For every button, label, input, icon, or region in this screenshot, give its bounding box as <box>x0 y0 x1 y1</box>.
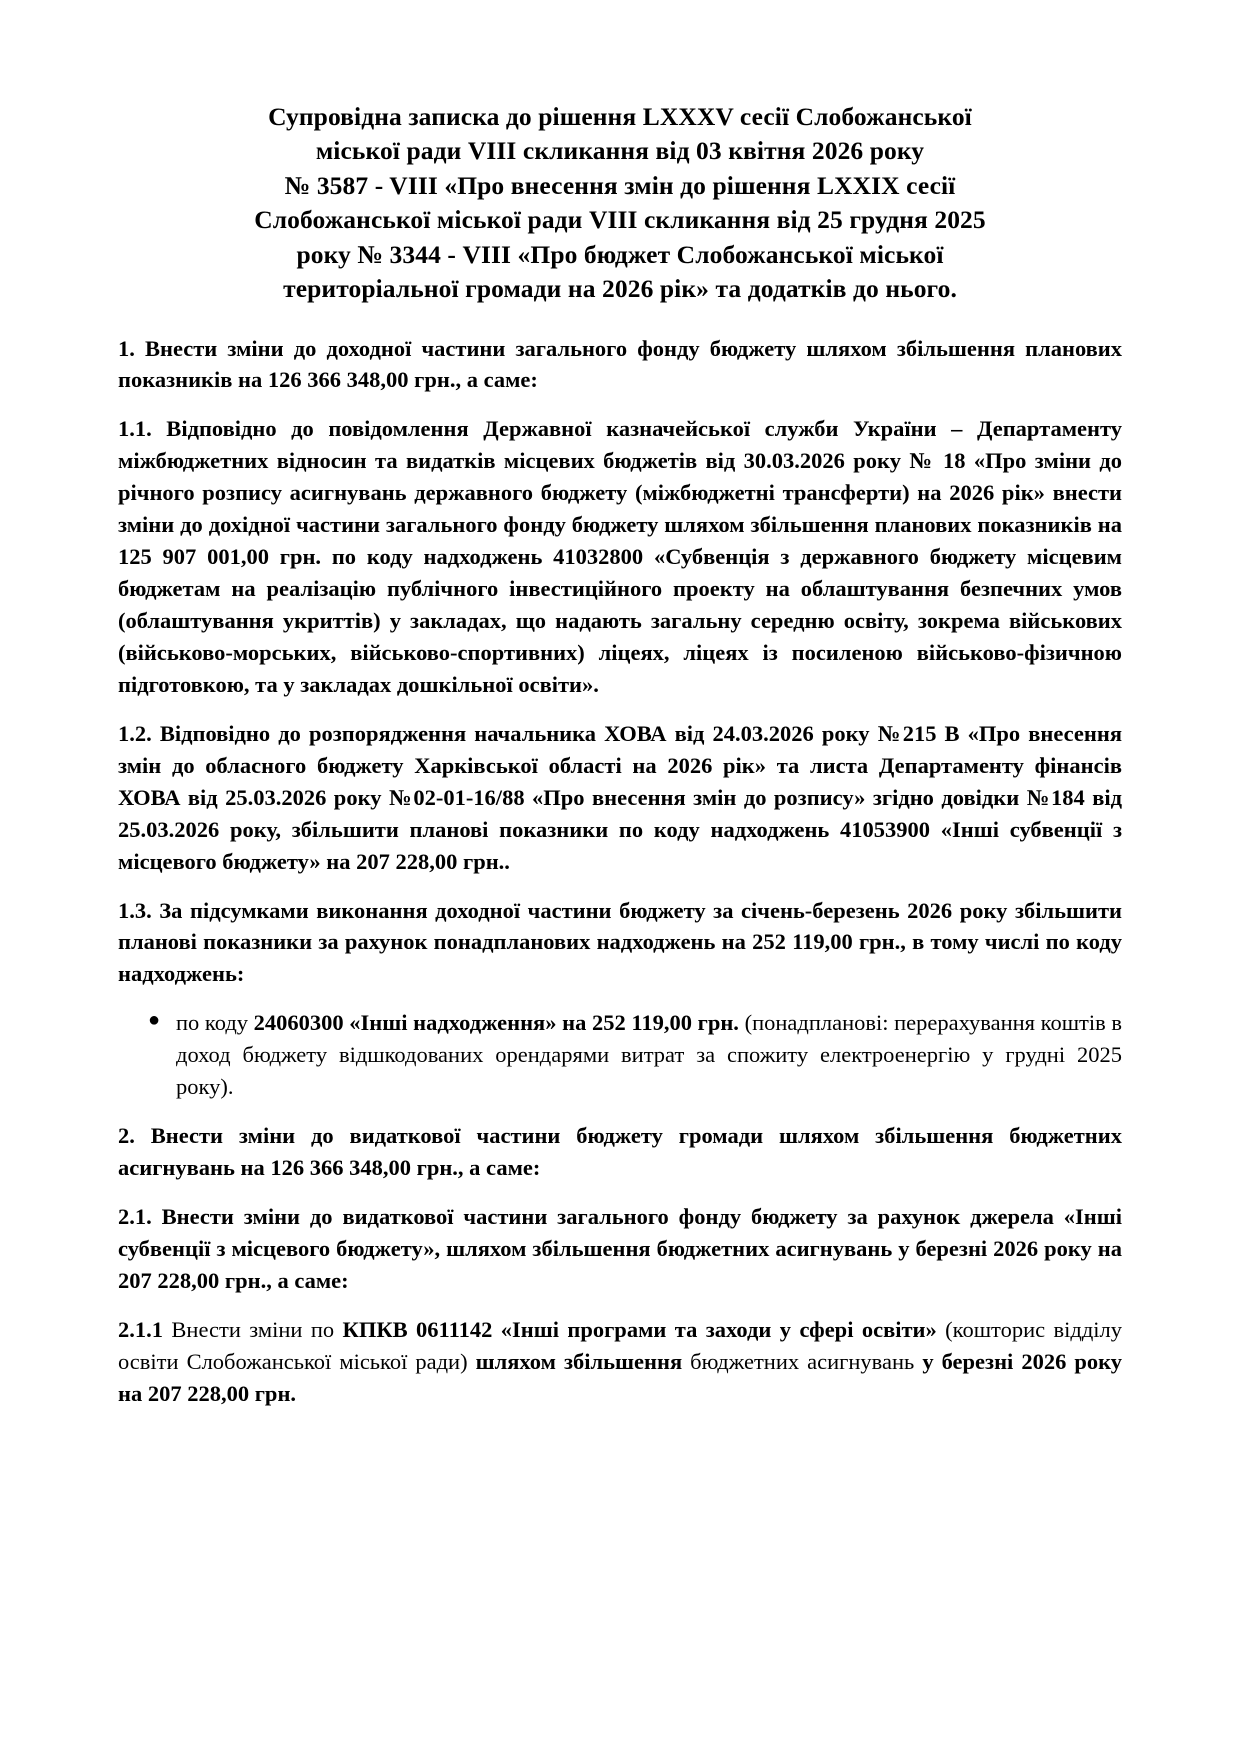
paragraph-2-1-1-segment-1: 2.1.1 <box>118 1316 172 1342</box>
paragraph-2-1-1-segment-7: у березні 2026 року на 207 228,00 грн. <box>118 1348 1123 1406</box>
paragraph-2-1-1-segment-4: (кошторис відділу освіти Слобожанської міської ради) <box>118 1316 1122 1374</box>
page-title <box>118 100 1122 307</box>
page-title-line-2: міської ради VIII скликання від 03 квітня 2026 року <box>315 136 925 166</box>
list-item <box>148 1007 1122 1103</box>
bullet-list <box>118 1007 1122 1103</box>
list-item-segment-3: (понадпланові: перерахування коштів в доход бюджету відшкодованих орендарями витрат за спожиту електроенергію у грудні 2025 року). <box>176 1010 1122 1100</box>
paragraph-2-1-1-segment-6: бюджетних асигнувань <box>682 1348 923 1374</box>
paragraph-item-1-3: 1.3. За підсумками виконання доходної частини бюджету за січень-березень 2026 року збільшити планові показники за рахунок понадпланових надходжень на 252 119,00 грн., в тому числі по коду надходжень: <box>118 897 1122 987</box>
list-item-segment-2: 24060300 «Інші надходження» на 252 119,00 грн. <box>253 1010 739 1036</box>
bullet-marker-icon: ● <box>148 1009 161 1032</box>
page-title-line-3: № 3587 - VIII «Про внесення змін до рішення LXXIX сесії <box>284 170 956 200</box>
page-title-line-4: Слобожанської міської ради VIII скликання від 25 грудня 2025 <box>254 205 986 235</box>
paragraph-item-1: 1. Внести зміни до доходної частини загального фонду бюджету шляхом збільшення планових показників на 126 366 348,00 грн., а саме: <box>118 335 1122 393</box>
paragraph-item-2: 2. Внести зміни до видаткової частини бюджету громади шляхом збільшення бюджетних асигнувань на 126 366 348,00 грн., а саме: <box>118 1123 1122 1181</box>
page-title-line-6: територіальної громади на 2026 рік» та додатків до нього. <box>283 274 957 304</box>
list-item-segment-1: по коду <box>176 1010 254 1036</box>
page-title-line-1: Супровідна записка до рішення LXXXV сесії Слобожанської <box>268 102 972 131</box>
paragraph-item-2-1: 2.1. Внести зміни до видаткової частини загального фонду бюджету за рахунок джерела «Інші субвенції з місцевого бюджету», шляхом збільшення бюджетних асигнувань у березні 2026 року на 207 228,00 грн., а саме: <box>118 1204 1122 1293</box>
page-title-line-5: року № 3344 - VIII «Про бюджет Слобожанської міської <box>296 239 944 269</box>
paragraph-item-1-1: 1.1. Відповідно до повідомлення Державної казначейської служби України – Департаменту міжбюджетних відносин та видатків місцевих бюджетів від 30.03.2026 року № 18 «Про зміни до річного розпису асигнувань державного бюджету (міжбюджетні трансферти) на 2026 рік» внести зміни до дохідної частини загального фонду бюджету шляхом збільшення планових показників на 125 907 001,00 грн. по коду надходжень 41032800 «Субвенція з державного бюджету місцевим бюджетам на реалізацію публічного інвестиційного проекту на облаштування безпечних умов (облаштування укриттів) у закладах, що надають загальну середню освіту, зокрема військових (військово-морських, військово-спортивних) ліцеях, ліцеях із посиленою військово-фізичною підготовкою, та у закладах дошкільної освіти». <box>118 416 1122 697</box>
paragraph-item-1-2: 1.2. Відповідно до розпорядження начальника ХОВА від 24.03.2026 року №215 В «Про внесення змін до обласного бюджету Харківської області на 2026 рік» та листа Департаменту фінансів ХОВА від 25.03.2026 року №02-01-16/88 «Про внесення змін до розпису» згідно довідки №184 від 25.03.2026 року, збільшити планові показники по коду надходжень 41053900 «Інші субвенції з місцевого бюджету» на 207 228,00 грн.. <box>118 720 1122 874</box>
paragraph-2-1-1-segment-3: КПКВ 0611142 «Інші програми та заходи у сфері освіти» <box>342 1316 937 1342</box>
paragraph-2-1-1-segment-5: шляхом збільшення <box>475 1348 683 1374</box>
paragraph-item-2-1-1 <box>118 1314 1122 1410</box>
paragraph-2-1-1-segment-2: Внести зміни по <box>171 1316 343 1342</box>
